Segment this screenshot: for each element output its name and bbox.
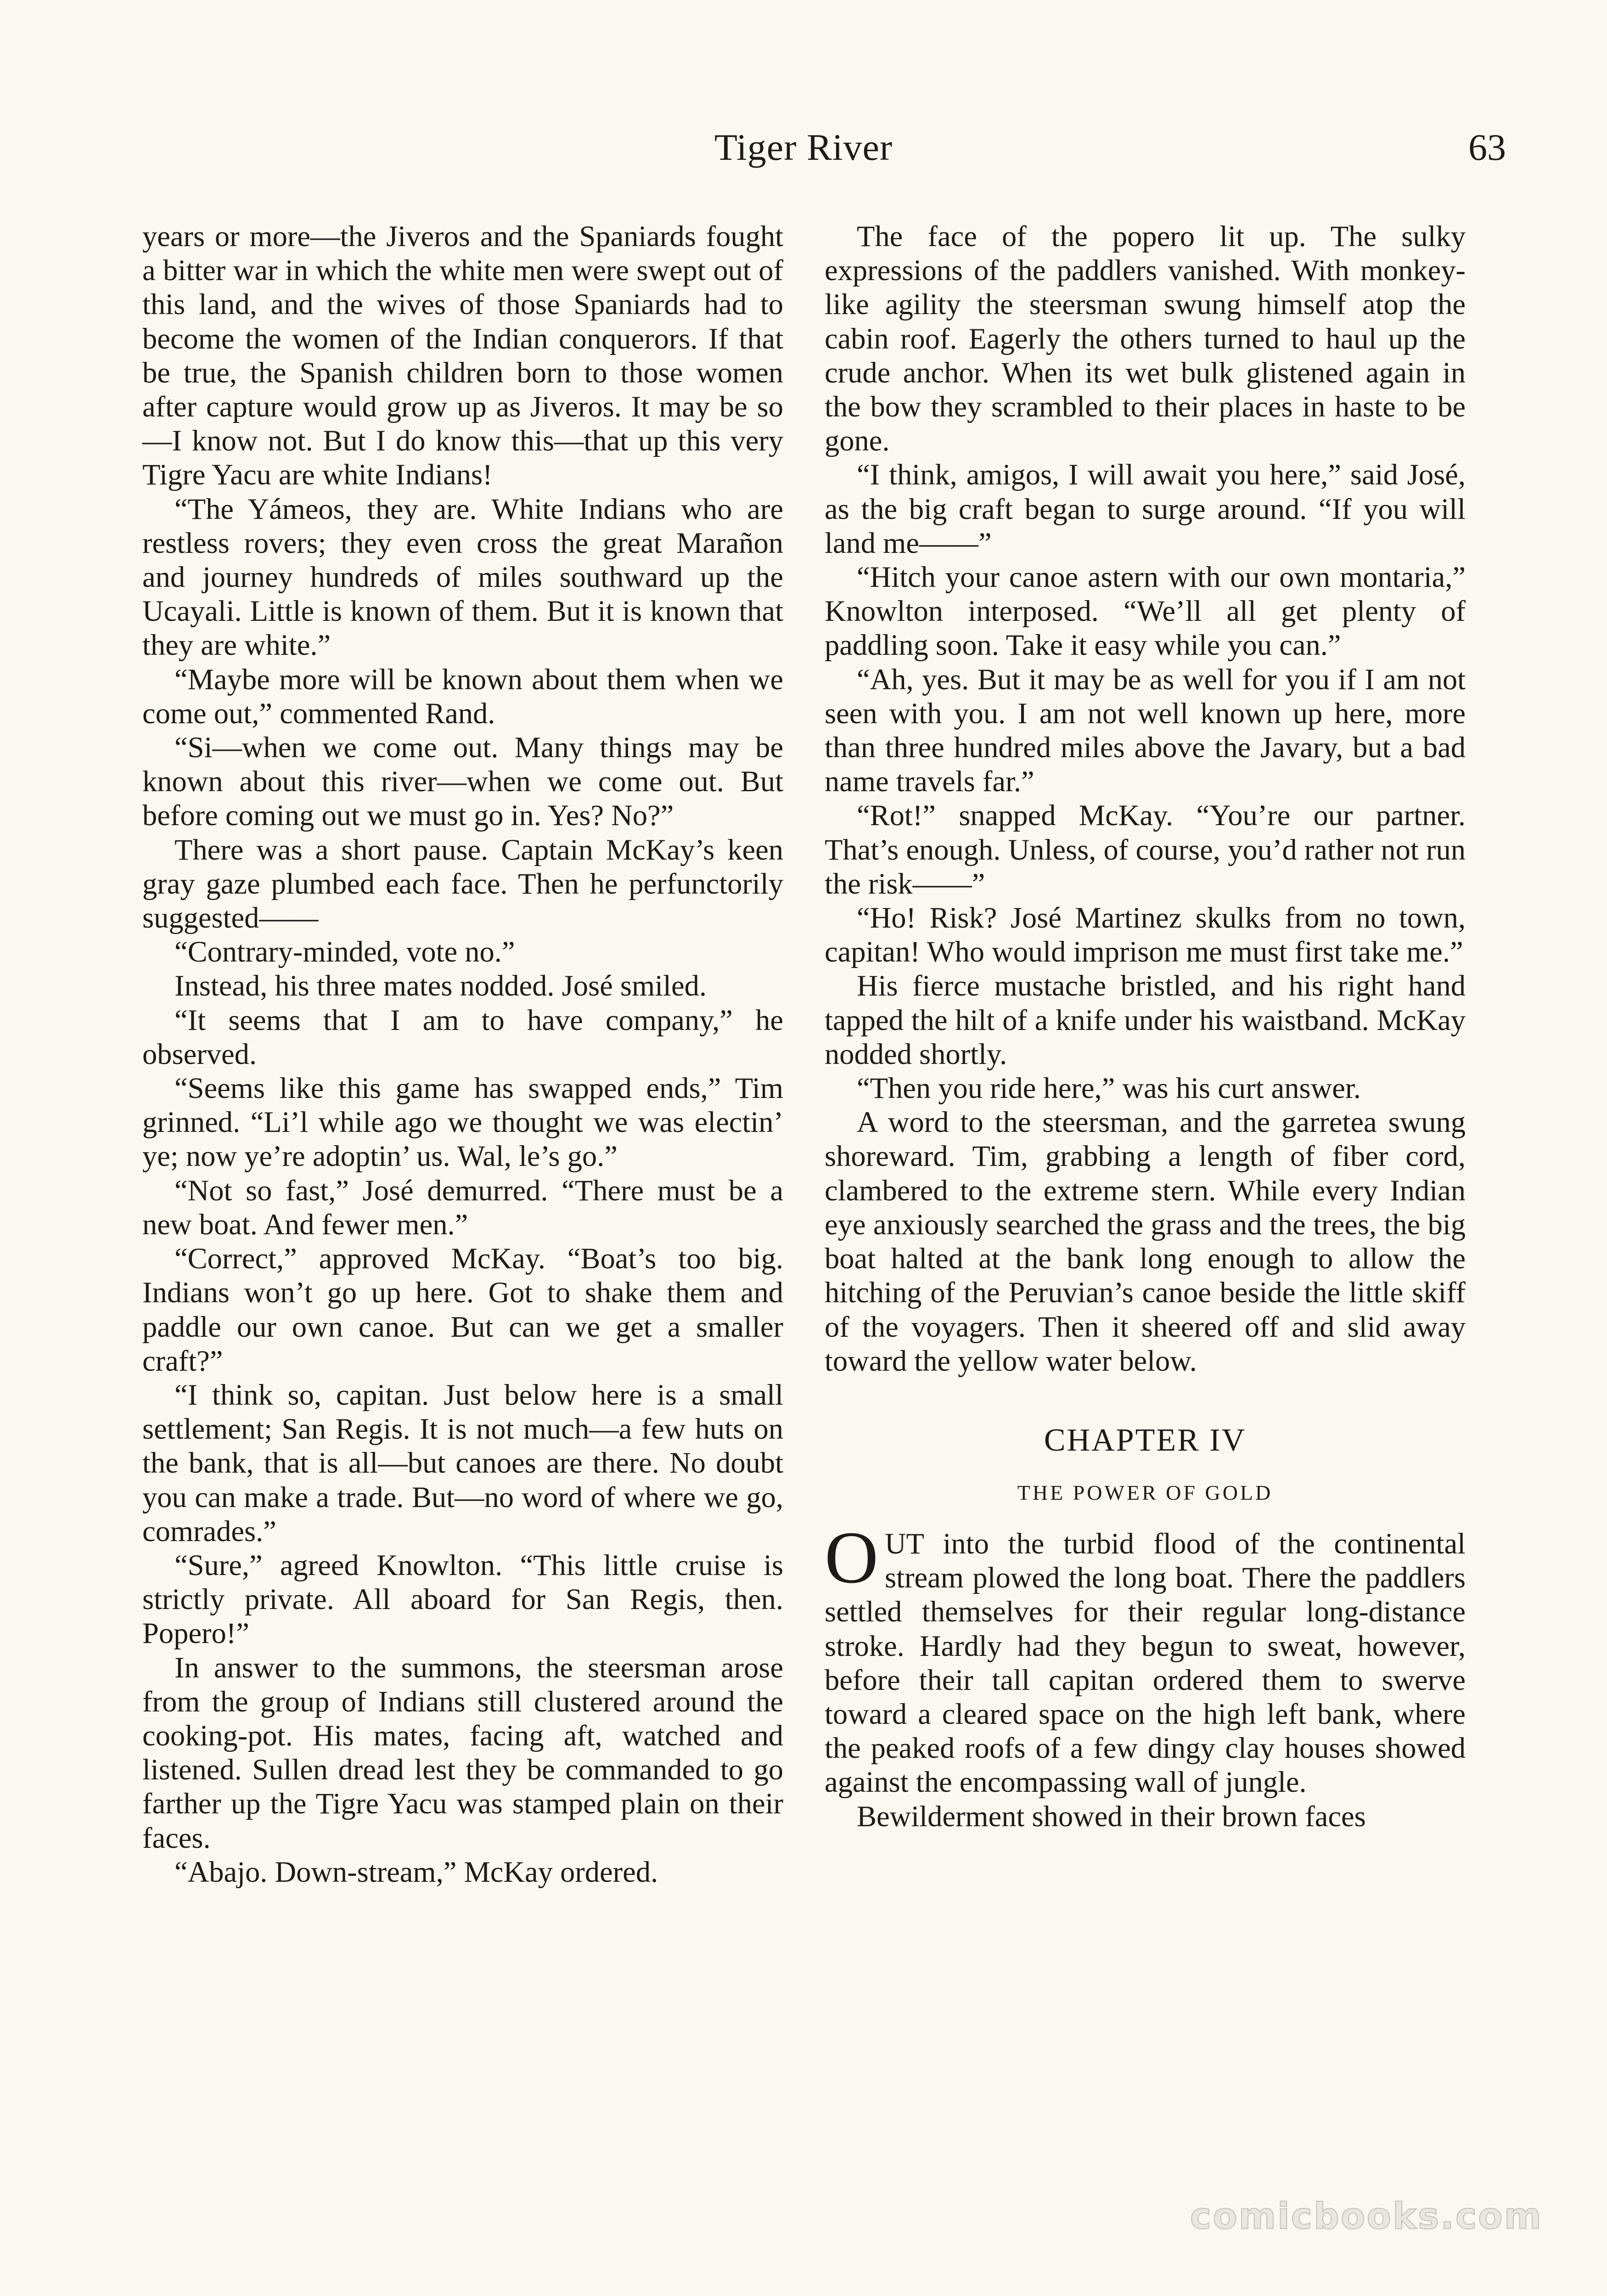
paragraph: “Ho! Risk? José Martinez skulks from no town, capitan! Who would imprison me must first take me.” [825, 901, 1466, 968]
paragraph: The face of the popero lit up. The sulky expressions of the paddlers vanished. With monkey-like agility the steersman swung himself atop the cabin roof. Eagerly the others turned to haul up the crude anchor. When its wet bulk glistened again in the bow they scrambled to their places in haste to be gone. [825, 220, 1466, 457]
paragraph: “The Yámeos, they are. White Indians who are restless rovers; they even cross the great Marañon and journey hundreds of miles southward up the Ucayali. Little is known of them. But it is known that they are white.” [142, 492, 783, 662]
paragraph: years or more—the Jiveros and the Spaniards fought a bitter war in which the white men were swept out of this land, and the wives of those Spaniards had to become the women of the Indian conquerors. If that be true, the Spanish children born to those women after capture would grow up as Jiveros. It may be so—I know not. But I do know this—that up this very Tigre Yacu are white Indians! [142, 220, 783, 491]
paragraph: “Ah, yes. But it may be as well for you if I am not seen with you. I am not well known up here, more than three hundred miles above the Javary, but a bad name travels far.” [825, 663, 1466, 798]
chapter-heading: CHAPTER IV [1044, 1422, 1247, 1458]
paragraph: His fierce mustache bristled, and his right hand tapped the hilt of a knife under his waistband. McKay nodded shortly. [825, 969, 1466, 1070]
paragraph: “Rot!” snapped McKay. “You’re our partner. That’s enough. Unless, of course, you’d rather not run the risk——” [825, 799, 1466, 900]
watermark: comicbooks.com [1190, 2196, 1543, 2237]
paragraph: “I think so, capitan. Just below here is a small settlement; San Regis. It is not much—a few huts on the bank, that is all—but canoes are there. No doubt you can make a trade. But—no word of where we go, comrades.” [142, 1378, 783, 1548]
drop-cap: O [825, 1516, 878, 1599]
chapter-opening-paragraph [825, 1516, 1466, 1800]
paragraph: There was a short pause. Captain McKay’s keen gray gaze plumbed each face. Then he perfunctorily suggested—— [142, 833, 783, 934]
opening-paragraph-text: UT into the turbid flood of the continental stream plowed the long boat. There the paddlers settled themselves for their regular long-distance stroke. Hardly had they begun to sweat, however, before their tall capitan ordered them to swerve toward a cleared space on the high left bank, where the peaked roofs of a few dingy clay houses showed against the encompassing wall of jungle. [825, 1527, 1466, 1799]
page-number: 63 [1468, 126, 1506, 168]
paragraph: “Abajo. Down-stream,” McKay ordered. [174, 1855, 658, 1888]
paragraph: “I think, amigos, I will await you here,” said José, as the big craft began to surge around. “If you will land me——” [825, 458, 1466, 559]
right-column-paragraphs [825, 219, 1466, 1378]
paragraph: Instead, his three mates nodded. José smiled. [174, 969, 707, 1002]
paragraph: “It seems that I am to have company,” he observed. [142, 1003, 783, 1070]
paragraph: A word to the steersman, and the garretea swung shoreward. Tim, grabbing a length of fiber cord, clambered to the extreme stern. While every Indian eye anxiously searched the grass and the trees, the big boat halted at the bank long enough to allow the hitching of the Peruvian’s canoe beside the little skiff of the voyagers. Then it sheered off and slid away toward the yellow water below. [825, 1106, 1466, 1377]
paragraph: “Sure,” agreed Knowlton. “This little cruise is strictly private. All aboard for San Regis, then. Popero!” [142, 1548, 783, 1650]
paragraph: Bewilderment showed in their brown faces [857, 1800, 1366, 1833]
paragraph: “Seems like this game has swapped ends,” Tim grinned. “Li’l while ago we thought we was electin’ ye; now ye’re adoptin’ us. Wal, le’s go.” [142, 1072, 783, 1173]
paragraph: In answer to the summons, the steersman arose from the group of Indians still clustered around the cooking-pot. His mates, facing aft, watched and listened. Sullen dread lest they be commanded to go farther up the Tigre Yacu was stamped plain on their faces. [142, 1651, 783, 1854]
paragraph: “Not so fast,” José demurred. “There must be a new boat. And fewer men.” [142, 1174, 783, 1241]
left-text-column [142, 219, 783, 1889]
running-title: Tiger River [714, 126, 893, 168]
right-text-column [825, 219, 1466, 1834]
paragraph: “Contrary-minded, vote no.” [174, 935, 515, 968]
chapter-subtitle: THE POWER OF GOLD [1017, 1480, 1273, 1504]
chapter-body [825, 1516, 1466, 1834]
paragraph: “Then you ride here,” was his curt answer. [857, 1072, 1361, 1105]
paragraph: “Correct,” approved McKay. “Boat’s too big. Indians won’t go up here. Got to shake them and paddle our own canoe. But can we get a smaller craft?” [142, 1242, 783, 1377]
paragraph: “Si—when we come out. Many things may be known about this river—when we come out. But before coming out we must go in. Yes? No?” [142, 731, 783, 832]
paragraph: “Hitch your canoe astern with our own montaria,” Knowlton interposed. “We’ll all get plenty of paddling soon. Take it easy while you can.” [825, 561, 1466, 662]
paragraph: “Maybe more will be known about them when we come out,” commented Rand. [142, 663, 783, 730]
